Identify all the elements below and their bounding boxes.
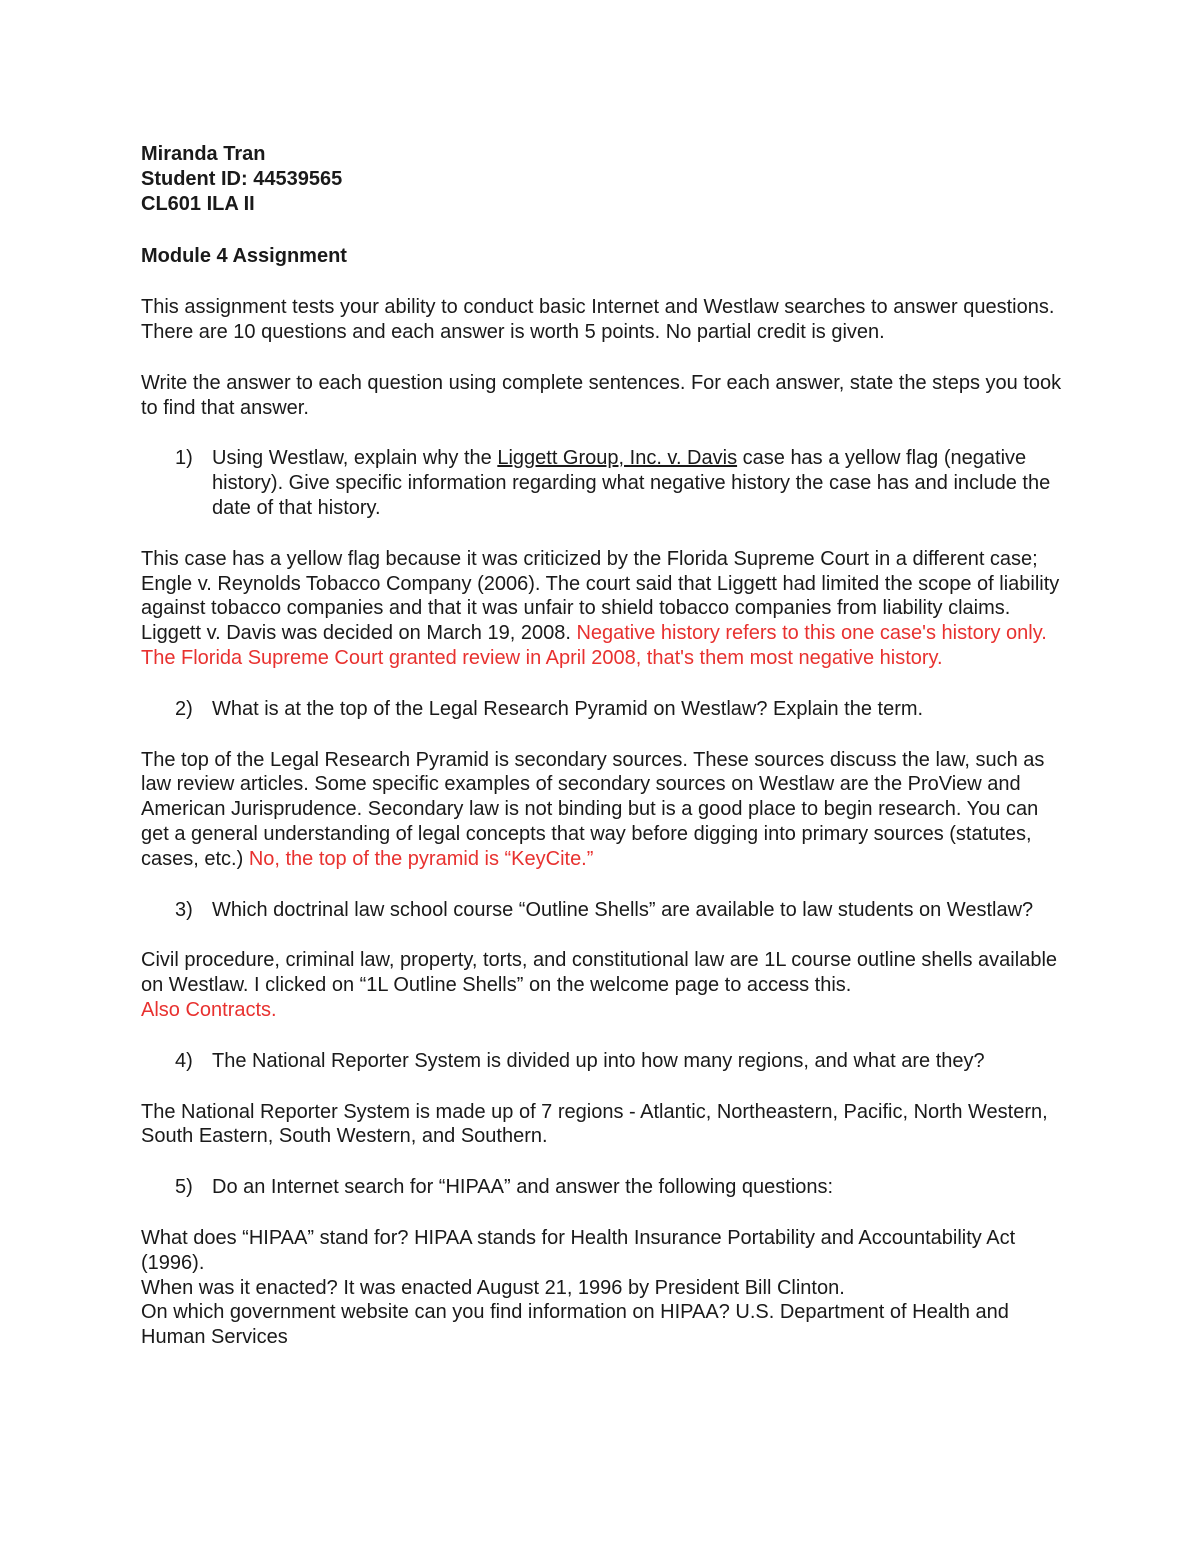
question-text: The National Reporter System is divided up into how many regions, and what are they? <box>212 1049 985 1072</box>
answer-5-line-1: What does “HIPAA” stand for? HIPAA stands for Health Insurance Portability and Accountability Act (1996). <box>141 1226 1016 1274</box>
question-text: What is at the top of the Legal Research Pyramid on Westlaw? Explain the term. <box>212 697 924 720</box>
question-text-pre: Using Westlaw, explain why the <box>212 447 498 470</box>
question-text: Which doctrinal law school course “Outline Shells” are available to law students on Westlaw? <box>212 898 1034 921</box>
question-number: 4) <box>175 1049 193 1072</box>
question-number: 3) <box>175 898 193 921</box>
answer-1 <box>141 547 1066 671</box>
answer-5-line-2: When was it enacted? It was enacted August 21, 1996 by President Bill Clinton. <box>141 1276 845 1299</box>
intro-paragraph-2: Write the answer to each question using complete sentences. For each answer, state the steps you took to find that answer. <box>141 371 1062 419</box>
answer-5-line-3: On which government website can you find information on HIPAA? U.S. Department of Health and Human Services <box>141 1301 1009 1349</box>
instructor-feedback: No, the top of the pyramid is “KeyCite.” <box>248 847 594 870</box>
intro-paragraph-1: This assignment tests your ability to conduct basic Internet and Westlaw searches to answer questions. There are 10 questions and each answer is worth 5 points. No partial credit is given. <box>141 296 1055 343</box>
instructor-feedback: Also Contracts. <box>141 998 277 1021</box>
assignment-title: Module 4 Assignment <box>141 245 347 268</box>
answer-text: The top of the Legal Research Pyramid is secondary sources. These sources discuss the law, such as law review articles. Some specific examples of secondary sources on Westlaw are the ProView and American Jurisprudence. Secondary law is not binding but is a good place to begin research. You can get a general understanding of legal concepts that way before digging into primary sources (statutes, cases, etc.) <box>141 748 1045 870</box>
question-text-post: case has a yellow flag (negative history). Give specific information regarding what negative history the case has and include the date of that history. <box>212 447 1051 519</box>
question-number: 1) <box>175 447 193 470</box>
student-id: Student ID: 44539565 <box>141 167 343 190</box>
answer-text: This case has a yellow flag because it was criticized by the Florida Supreme Court in a different case; Engle v. Reynolds Tobacco Company (2006). The court said that Liggett had limited the scope of liability against tobacco companies and that it was unfair to shield tobacco companies from liability claims. Liggett v. Davis was decided on March 19, 2008. <box>141 547 1060 645</box>
question-5 <box>141 1175 1066 1200</box>
student-name: Miranda Tran <box>141 143 266 165</box>
question-number: 2) <box>175 697 193 720</box>
answer-4: The National Reporter System is made up of 7 regions - Atlantic, Northeastern, Pacific, North Western, South Eastern, South Western, and Southern. <box>141 1100 1048 1148</box>
instructor-feedback: Negative history refers to this one case's history only. The Florida Supreme Court granted review in April 2008, that's them most negative history. <box>141 622 1047 669</box>
document-page <box>141 142 1066 1350</box>
question-2 <box>141 697 1066 722</box>
question-4 <box>141 1049 1066 1074</box>
question-1 <box>141 446 1066 520</box>
case-name: Liggett Group, Inc. v. Davis <box>497 447 738 470</box>
question-3 <box>141 898 1066 923</box>
question-number: 5) <box>175 1176 193 1199</box>
answer-2 <box>141 748 1066 872</box>
question-text: Do an Internet search for “HIPAA” and answer the following questions: <box>212 1176 834 1199</box>
course-code: CL601 ILA II <box>141 192 255 215</box>
answer-3: Civil procedure, criminal law, property, torts, and constitutional law are 1L course outline shells available on Westlaw. I clicked on “1L Outline Shells” on the welcome page to access this. <box>141 949 1058 997</box>
question-text <box>212 446 1066 520</box>
